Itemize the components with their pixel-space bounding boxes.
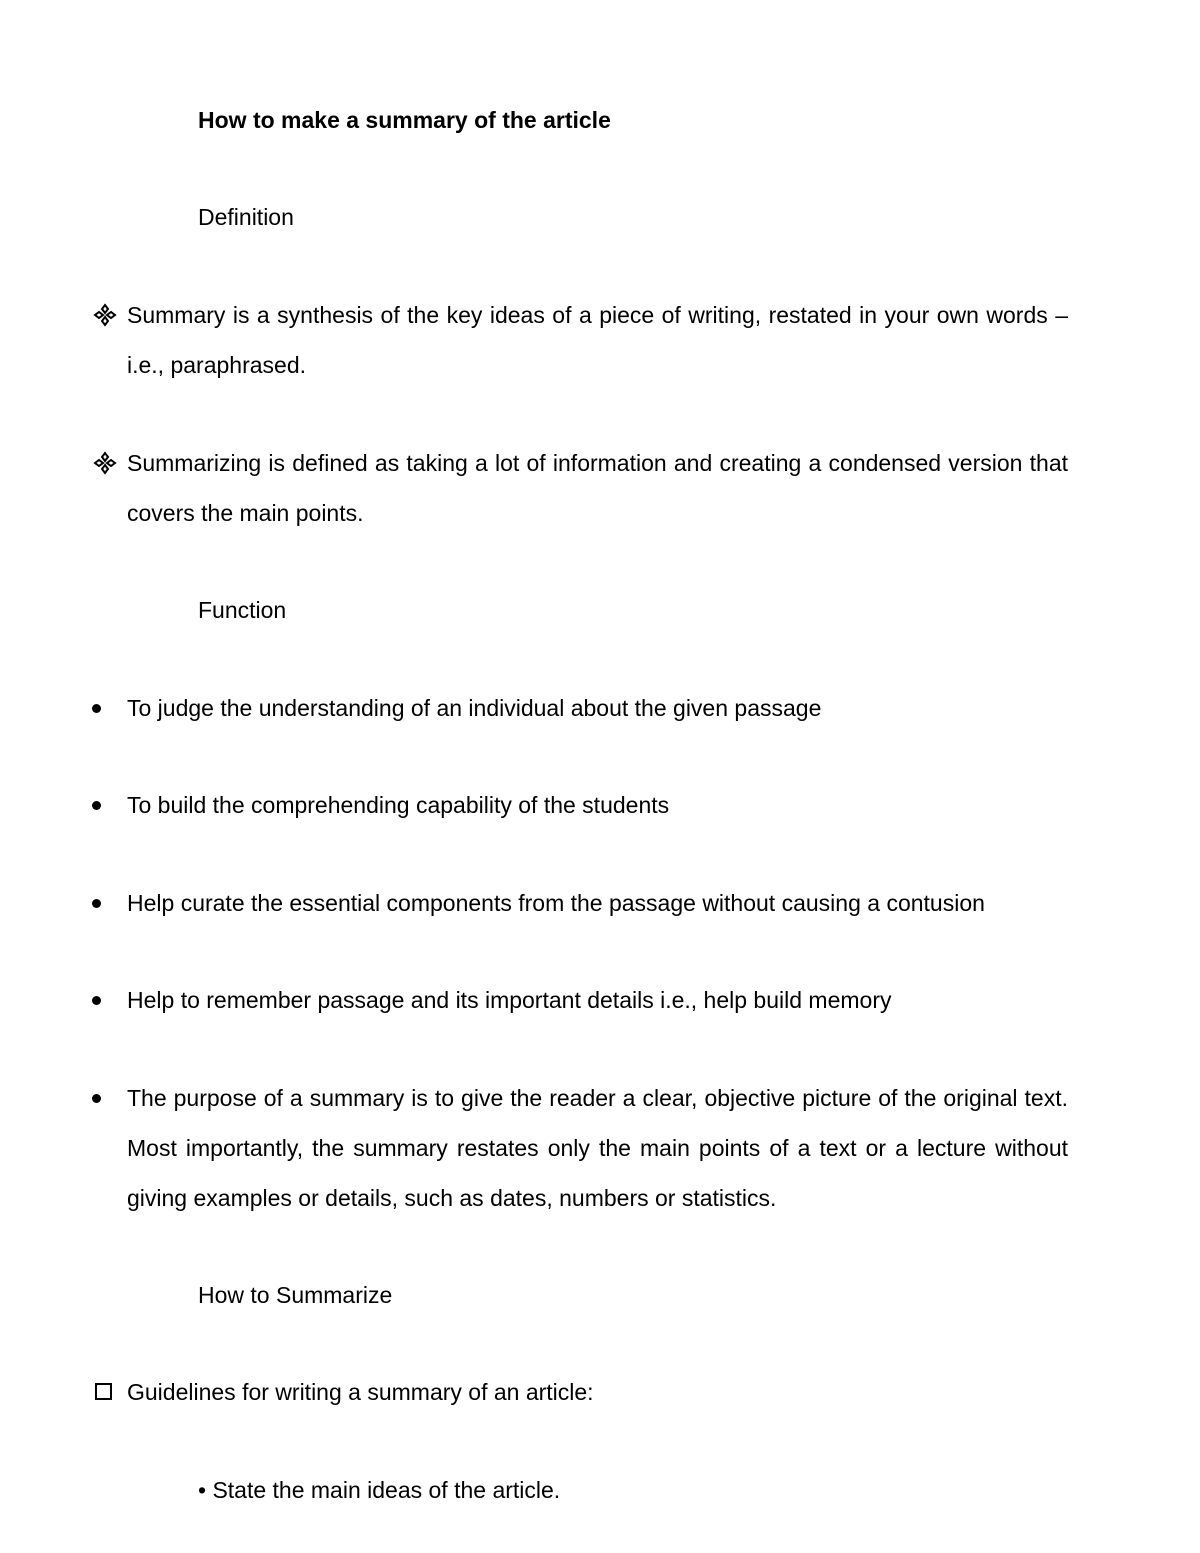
function-item-5: The purpose of a summary is to give the reader a clear, objective picture of the original text. Most importantly, the summary restates only the main points of a text or a lecture without giving examples or details, such as dates, numbers or statistics.	[127, 1085, 1068, 1211]
round-bullet-icon	[92, 704, 101, 713]
round-bullet-icon	[92, 801, 101, 810]
section-heading-definition: Definition	[198, 204, 294, 230]
round-bullet-icon	[92, 899, 101, 908]
section-heading-how-to: How to Summarize	[198, 1282, 393, 1308]
guideline-sub-item-1: • State the main ideas of the article.	[198, 1477, 561, 1503]
diamond-bullet-icon	[93, 451, 117, 475]
function-item-1: To judge the understanding of an individual about the given passage	[127, 695, 822, 721]
definition-item-1: Summary is a synthesis of the key ideas of a piece of writing, restated in your own words – i.e., paraphrased.	[127, 302, 1068, 378]
guideline-item: Guidelines for writing a summary of an article:	[127, 1379, 594, 1405]
round-bullet-icon	[92, 996, 101, 1005]
round-bullet-icon	[92, 1094, 101, 1103]
document-title: How to make a summary of the article	[198, 107, 611, 133]
checkbox-icon	[95, 1383, 112, 1400]
section-heading-function: Function	[198, 597, 287, 623]
function-item-2: To build the comprehending capability of the students	[127, 792, 670, 818]
function-item-4: Help to remember passage and its important details i.e., help build memory	[127, 987, 892, 1013]
definition-item-2: Summarizing is defined as taking a lot of information and creating a condensed version that covers the main points.	[127, 450, 1068, 526]
diamond-bullet-icon	[93, 303, 117, 327]
function-item-3: Help curate the essential components from the passage without causing a contusion	[127, 890, 985, 916]
